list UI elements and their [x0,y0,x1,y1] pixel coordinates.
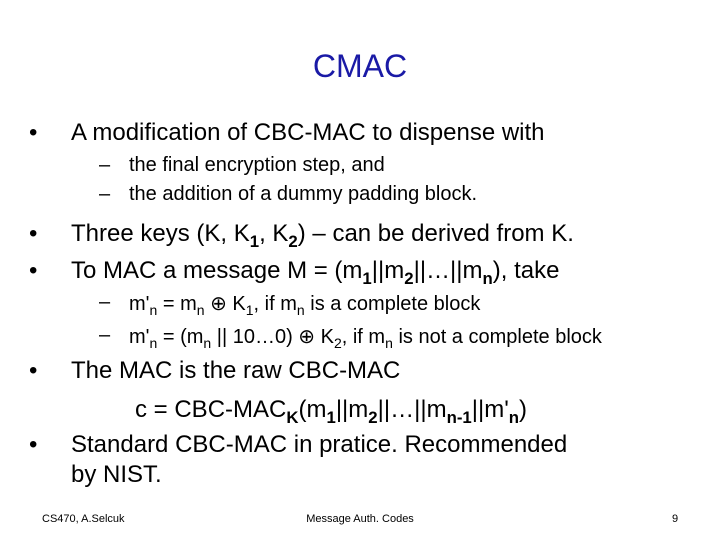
text-run: ||…||m [377,396,447,423]
bullet-1 [29,119,37,147]
bullet-marker: • [29,431,38,458]
sub-bullet-4-text [129,324,602,349]
subscript: 1 [362,268,372,288]
text-run: m' [129,293,150,315]
footer-course-title: Message Auth. Codes [306,513,414,525]
sub-bullet-marker: – [99,291,111,313]
text-run: ), take [492,257,560,284]
text-run: (m [298,396,327,423]
text-run: ) [519,396,528,423]
sub-bullet-3-text [129,291,480,316]
text-run: || 10…0) ⊕ K [211,326,334,348]
text-run: ⊕ K [204,293,246,315]
subscript: n [482,268,493,288]
bullet-1-text: A modification of CBC-MAC to dispense with [71,119,545,146]
subscript: n [149,301,158,318]
subscript: n [196,301,205,318]
text-run: ||…||m [413,257,483,284]
text-run: = m [157,293,197,315]
text-run: , if m [341,326,386,348]
bullet-4-text: The MAC is the raw CBC-MAC [71,357,401,384]
bullet-5-line-1: Standard CBC-MAC in pratice. Recommended [71,431,568,458]
subscript: K [286,407,299,427]
sub-bullet-marker: – [99,324,111,346]
text-run: To MAC a message M = (m [71,257,363,284]
subscript: 2 [368,407,378,427]
subscript: n [508,407,520,427]
subscript: 2 [404,268,414,288]
subscript: 2 [333,334,342,351]
bullet-3-text [71,257,560,288]
text-run: , if m [253,293,297,315]
subscript: n [385,334,393,351]
subscript: 1 [245,301,254,318]
sub-bullet-marker: – [99,183,111,205]
text-run: = (m [157,326,204,348]
text-run: is not a complete block [392,326,602,348]
page-title: CMAC [312,48,408,84]
subscript: n [203,334,212,351]
subscript: n [149,334,158,351]
text-run: m' [129,326,150,348]
text-run: ||m' [471,396,509,423]
text-run: ||m [371,257,405,284]
text-run: ) – can be derived from K. [297,220,574,247]
page-number: 9 [672,513,679,525]
footer-author: CS470, A.Selcuk [42,513,125,525]
mac-formula [135,396,528,427]
text-run: , K [259,220,289,247]
text-run: is a complete block [304,293,481,315]
text-run: ||m [335,396,369,423]
bullet-5-line-2: by NIST. [71,461,162,488]
sub-bullet-1-text: the final encryption step, and [129,154,385,176]
bullet-marker: • [29,220,38,247]
bullet-marker: • [29,119,38,146]
bullet-2-text [71,220,574,251]
subscript: n-1 [446,407,472,427]
bullet-marker: • [29,357,38,384]
sub-bullet-2-text: the addition of a dummy padding block. [129,183,477,205]
subscript: 1 [249,231,260,251]
text-run: c = CBC-MAC [135,396,287,423]
text-run: Three keys (K, K [71,220,250,247]
bullet-marker: • [29,257,38,284]
subscript: 2 [288,231,298,251]
subscript: n [296,301,305,318]
subscript: 1 [326,407,336,427]
sub-bullet-marker: – [99,154,111,176]
